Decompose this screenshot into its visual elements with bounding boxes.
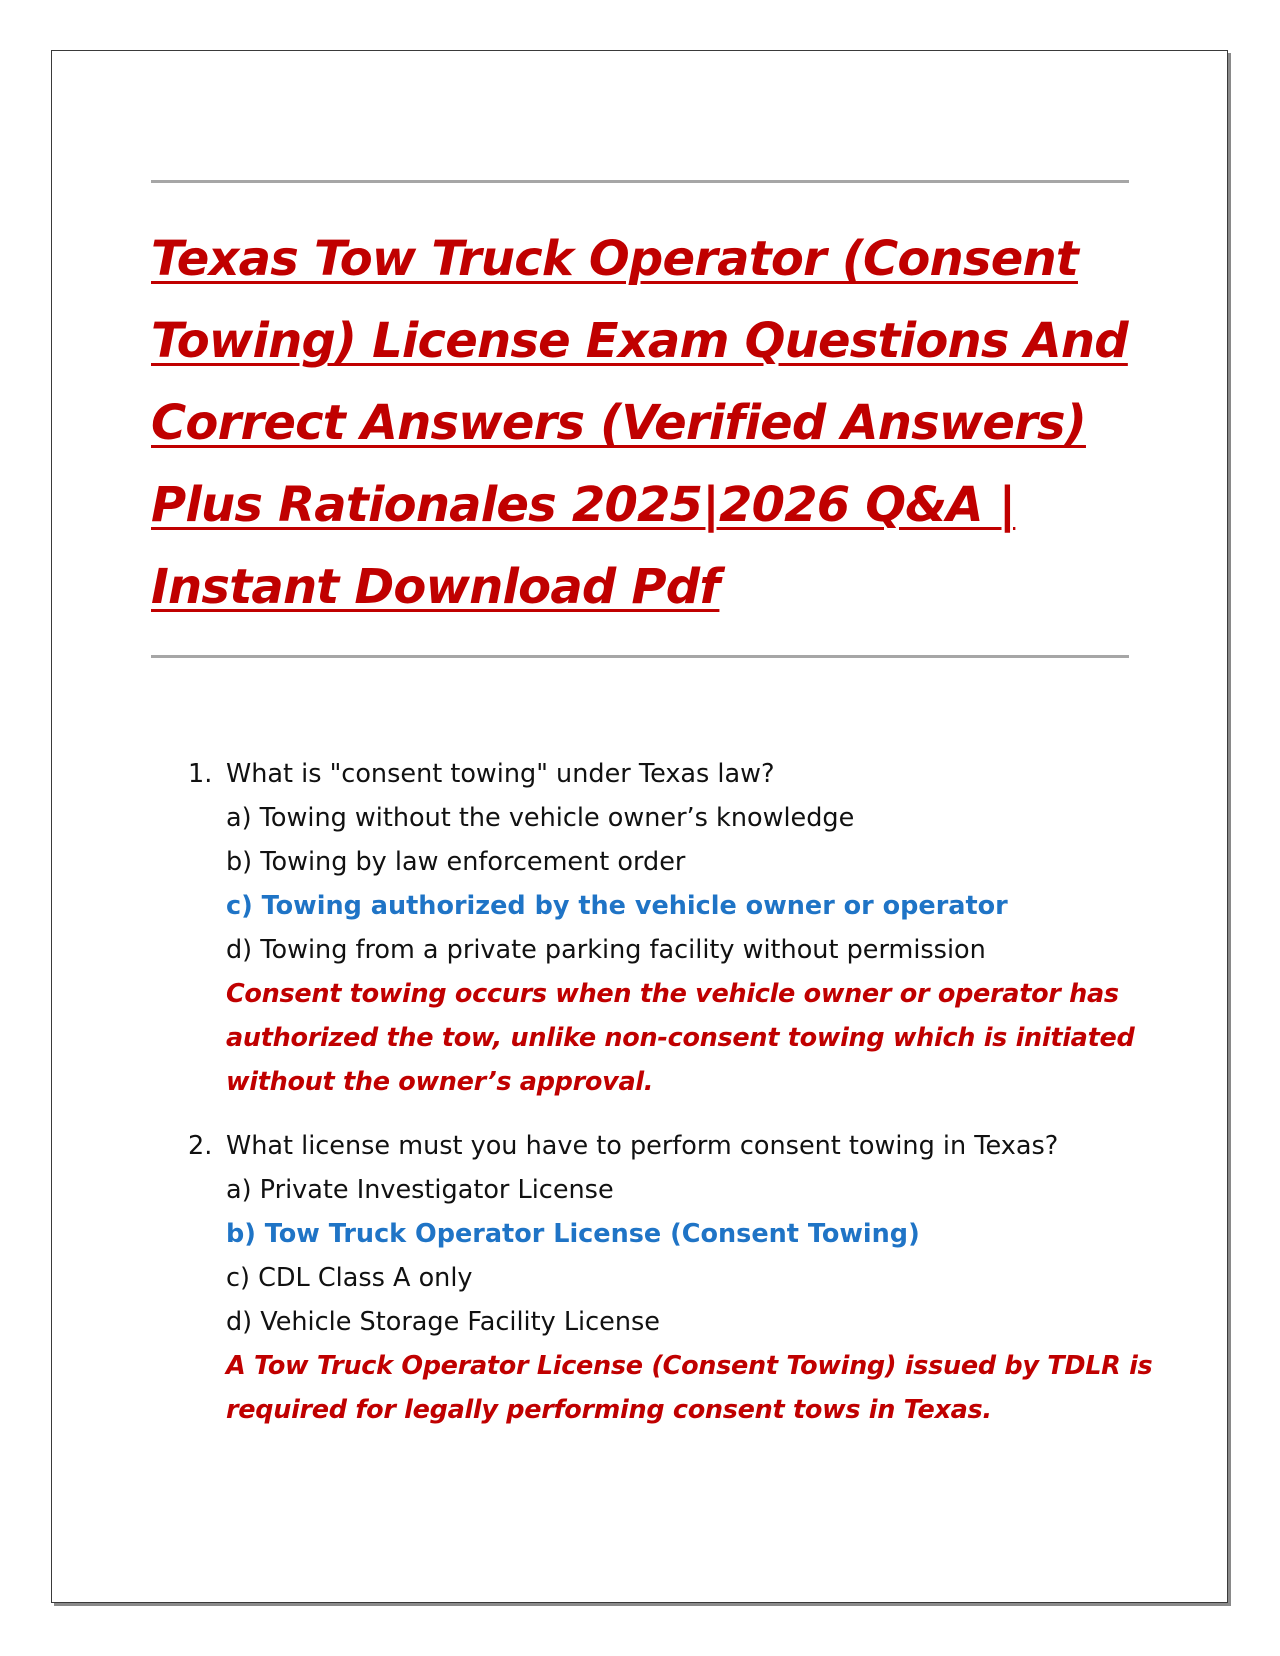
title-top-rule <box>151 180 1129 183</box>
question-number: 1. <box>188 759 213 789</box>
question-text: What is "consent towing" under Texas law? <box>226 759 775 789</box>
question-2 <box>188 1124 1153 1432</box>
document-title: Texas Tow Truck Operator (Consent Towing) License Exam Questions And Correct Answers (Verified Answers) Plus Rationales 2025|2026 Q&A | Instant Download Pdf <box>151 231 1128 615</box>
question-number: 2. <box>188 1131 213 1161</box>
rationale-line: authorized the tow, unlike non-consent towing which is initiated <box>226 1023 1135 1053</box>
answer-option-a: a) Private Investigator License <box>226 1175 614 1205</box>
rationale-line: required for legally performing consent tows in Texas. <box>226 1395 992 1425</box>
answer-option-d: d) Vehicle Storage Facility License <box>226 1307 660 1337</box>
question-text: What license must you have to perform consent towing in Texas? <box>226 1131 1059 1161</box>
rationale-line: A Tow Truck Operator License (Consent Towing) issued by TDLR is <box>226 1351 1153 1381</box>
rationale-line: without the owner’s approval. <box>226 1067 654 1097</box>
rationale-line: Consent towing occurs when the vehicle owner or operator has <box>226 979 1119 1009</box>
answer-option-a: a) Towing without the vehicle owner’s knowledge <box>226 803 855 833</box>
question-list <box>188 752 1153 1452</box>
answer-option-d: d) Towing from a private parking facility without permission <box>226 935 986 965</box>
title-bottom-rule <box>151 655 1129 658</box>
answer-option-c: c) CDL Class A only <box>226 1263 473 1293</box>
question-1 <box>188 752 1135 1104</box>
answer-option-b: b) Towing by law enforcement order <box>226 847 686 877</box>
answer-option-c-correct: c) Towing authorized by the vehicle owner or operator <box>226 891 1008 921</box>
answer-option-b-correct: b) Tow Truck Operator License (Consent Towing) <box>226 1219 920 1249</box>
